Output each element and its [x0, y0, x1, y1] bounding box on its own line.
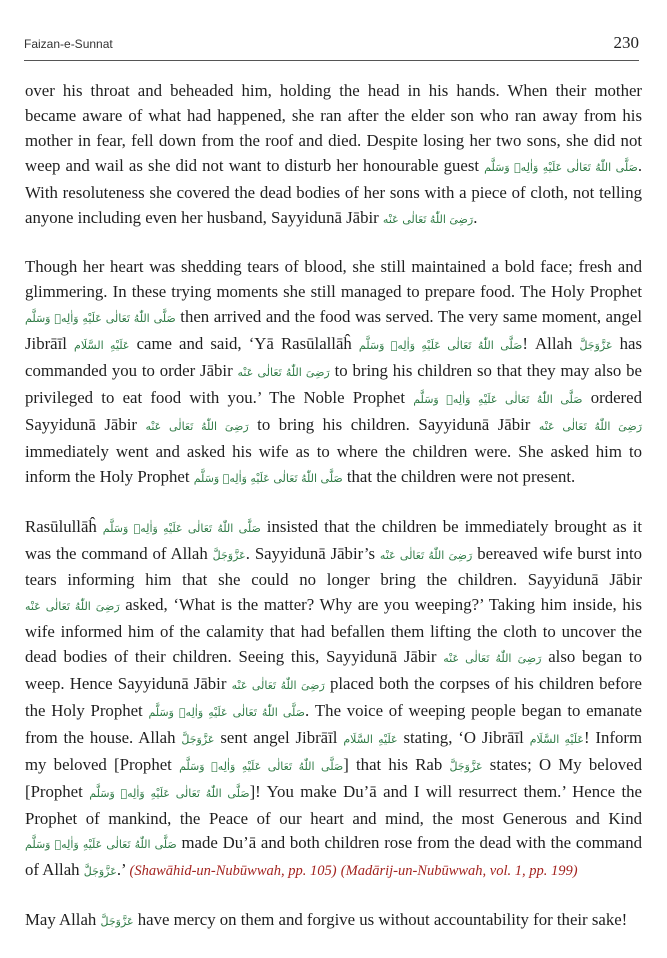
honorific-allah: عَزَّوَجَلَّ — [100, 915, 134, 929]
honorific-prophet: صَلَّى اللّٰهُ تَعَالٰى عَلَيْهِ وَاٰلِهٖ وَسَلَّم — [358, 339, 523, 353]
citation: (Madārij-un-Nubūwwah, vol. 1, pp. 199) — [340, 863, 578, 880]
honorific-ra: رَضِىَ اللّٰهُ تَعَالٰى عَنْه — [379, 548, 473, 562]
paragraph: Rasūlullāĥ صَلَّى اللّٰهُ تَعَالٰى عَلَيْهِ وَاٰلِهٖ وَسَلَّم insisted that the children be immediately brought as it was the command of Allah عَزَّوَجَلَّ. Sayyidunā Jābir’s رَضِىَ اللّٰهُ تَعَالٰى عَنْه bereaved wife burst into tears informing him that she could no longer bring the children. Sayyidunā Jābir رَضِىَ اللّٰهُ تَعَالٰى عَنْه asked, ‘What is the matter? Why are you weeping?’ Taking him inside, his wife informed him of the calamity that had befallen them lifting the cloth to uncover the dead bodies of their children. Seeing this, Sayyidunā Jābir رَضِىَ اللّٰهُ تَعَالٰى عَنْه also began to weep. Hence Sayyidunā Jābir رَضِىَ اللّٰهُ تَعَالٰى عَنْه placed both the corpses of his children before the Holy Prophet صَلَّى اللّٰهُ تَعَالٰى عَلَيْهِ وَاٰلِهٖ وَسَلَّم. The voice of weeping people began to emanate from the house. Allah عَزَّوَجَلَّ sent angel Jibrāīl عَلَيْهِ السَّلَام stating, ‘O Jibrāīl عَلَيْهِ السَّلَام! Inform my beloved [Prophet صَلَّى اللّٰهُ تَعَالٰى عَلَيْهِ وَاٰلِهٖ وَسَلَّم] that his Rab عَزَّوَجَلَّ states; O My beloved [Prophet صَلَّى اللّٰهُ تَعَالٰى عَلَيْهِ وَاٰلِهٖ وَسَلَّم]! You make Du’ā and I will resurrect them.’ Hence the Prophet of mankind, the Peace of our heart and mind, the most Generous and Kind صَلَّى اللّٰهُ تَعَالٰى عَلَيْهِ وَاٰلِهٖ وَسَلَّم made Du’ā and both children rose from the dead with the command of Allah عَزَّوَجَلَّ.’ (Shawāhid-un-Nubūwwah, pp. 105) (Madārij-un-Nubūwwah, vol. 1, pp. 199) — [25, 516, 643, 880]
page-header — [24, 33, 639, 59]
honorific-prophet: صَلَّى اللّٰهُ تَعَالٰى عَلَيْهِ وَاٰلِهٖ وَسَلَّم — [179, 759, 344, 773]
header-rule — [24, 60, 639, 61]
honorific-prophet: صَلَّى اللّٰهُ تَعَالٰى عَلَيْهِ وَاٰلِهٖ وَسَلَّم — [25, 312, 176, 326]
honorific-ra: رَضِىَ اللّٰهُ تَعَالٰى عَنْه — [382, 212, 474, 226]
paragraph: May Allah عَزَّوَجَلَّ have mercy on them and forgive us without accountability for their sake! — [25, 910, 628, 930]
honorific-prophet: صَلَّى اللّٰهُ تَعَالٰى عَلَيْهِ وَاٰلِهٖ وَسَلَّم — [25, 838, 177, 852]
honorific-as: عَلَيْهِ السَّلَام — [74, 339, 130, 353]
honorific-allah: عَزَّوَجَلَّ — [181, 732, 215, 746]
honorific-allah: عَزَّوَجَلَّ — [579, 339, 613, 353]
paragraph: Though her heart was shedding tears of blood, she still maintained a bold face; fresh and glimmering. In these trying moments she still managed to prepare food. The Holy Prophet صَلَّى اللّٰهُ تَعَالٰى عَلَيْهِ وَاٰلِهٖ وَسَلَّم then arrived and the food was served. The very same moment, angel Jibrāīl عَلَيْهِ السَّلَام came and said, ‘Yā Rasūlallāĥ صَلَّى اللّٰهُ تَعَالٰى عَلَيْهِ وَاٰلِهٖ وَسَلَّم! Allah عَزَّوَجَلَّ has commanded you to order Jābir رَضِىَ اللّٰهُ تَعَالٰى عَنْه to bring his children so that they may also be privileged to eat food with you.’ The Noble Prophet صَلَّى اللّٰهُ تَعَالٰى عَلَيْهِ وَاٰلِهٖ وَسَلَّم ordered Sayyidunā Jābir رَضِىَ اللّٰهُ تَعَالٰى عَنْه to bring his children. Sayyidunā Jābir رَضِىَ اللّٰهُ تَعَالٰى عَنْه immediately went and asked his wife as to where the children were. She asked him to inform the Holy Prophet صَلَّى اللّٰهُ تَعَالٰى عَلَيْهِ وَاٰلِهٖ وَسَلَّم that the children were not present. — [25, 257, 643, 486]
honorific-ra: رَضِىَ اللّٰهُ تَعَالٰى عَنْه — [145, 419, 249, 433]
honorific-ra: رَضِىَ اللّٰهُ تَعَالٰى عَنْه — [538, 419, 643, 433]
honorific-prophet: صَلَّى اللّٰهُ تَعَالٰى عَلَيْهِ وَاٰلِهٖ وَسَلَّم — [102, 521, 261, 535]
honorific-ra: رَضِىَ اللّٰهُ تَعَالٰى عَنْه — [231, 679, 325, 693]
citation: (Shawāhid-un-Nubūwwah, pp. 105) — [129, 863, 337, 880]
honorific-prophet: صَلَّى اللّٰهُ تَعَالٰى عَلَيْهِ وَاٰلِهٖ وَسَلَّم — [484, 160, 638, 174]
honorific-as: عَلَيْهِ السَّلَام — [343, 732, 398, 746]
honorific-ra: رَضِىَ اللّٰهُ تَعَالٰى عَنْه — [443, 652, 542, 666]
page-number: 230 — [613, 33, 639, 52]
honorific-ra: رَضِىَ اللّٰهُ تَعَالٰى عَنْه — [25, 600, 120, 614]
honorific-prophet: صَلَّى اللّٰهُ تَعَالٰى عَلَيْهِ وَاٰلِهٖ وَسَلَّم — [148, 705, 306, 719]
paragraph: over his throat and beheaded him, holding the head in his hands. When their mother became aware of what had happened, she ran after the elder son who ran away from his mother in fear, fell down from the roof and died. Despite losing her two sons, she did not weep and wail as she did not want to disturb her honourable guest صَلَّى اللّٰهُ تَعَالٰى عَلَيْهِ وَاٰلِهٖ وَسَلَّم. With resoluteness she covered the dead bodies of her sons with a piece of cloth, not telling anyone including even her husband, Sayyidunā Jābir رَضِىَ اللّٰهُ تَعَالٰى عَنْه. — [25, 81, 643, 227]
honorific-prophet: صَلَّى اللّٰهُ تَعَالٰى عَلَيْهِ وَاٰلِهٖ وَسَلَّم — [193, 471, 343, 485]
honorific-prophet: صَلَّى اللّٰهُ تَعَالٰى عَلَيْهِ وَاٰلِهٖ وَسَلَّم — [413, 392, 583, 406]
honorific-ra: رَضِىَ اللّٰهُ تَعَالٰى عَنْه — [237, 366, 330, 380]
honorific-allah: عَزَّوَجَلَّ — [212, 548, 246, 562]
book-title: Faizan-e-Sunnat — [24, 37, 113, 51]
honorific-prophet: صَلَّى اللّٰهُ تَعَالٰى عَلَيْهِ وَاٰلِهٖ وَسَلَّم — [89, 786, 250, 800]
honorific-as: عَلَيْهِ السَّلَام — [529, 732, 584, 746]
honorific-allah: عَزَّوَجَلَّ — [83, 865, 117, 879]
honorific-allah: عَزَّوَجَلَّ — [449, 759, 483, 773]
page-body — [25, 79, 642, 958]
